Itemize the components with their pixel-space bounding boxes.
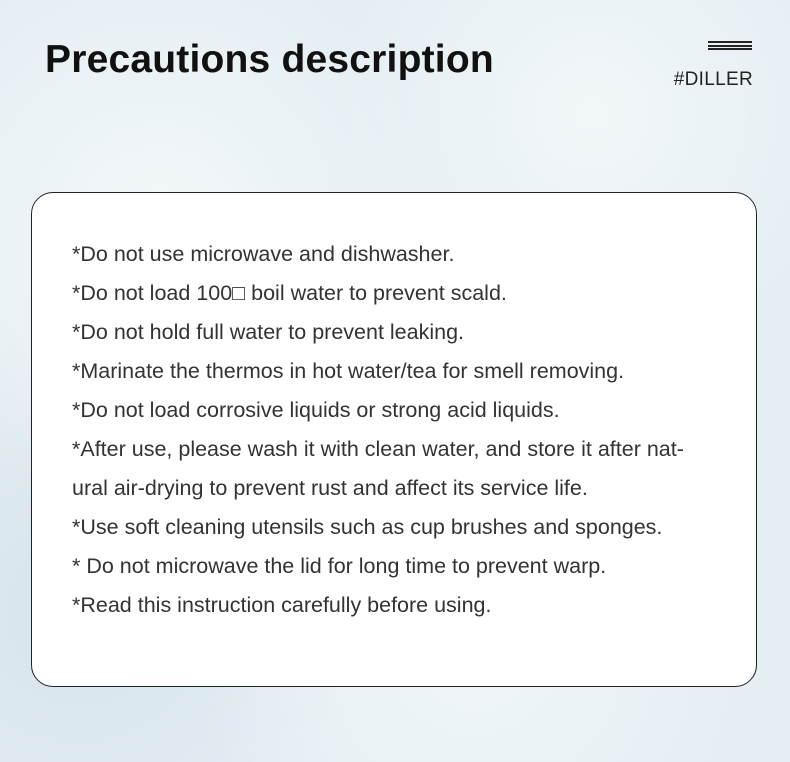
brand-label: #DILLER xyxy=(673,69,753,90)
precaution-item: *Read this instruction carefully before using. xyxy=(72,593,492,617)
precaution-item: *Do not hold full water to prevent leaking. xyxy=(72,320,465,344)
precaution-item: ural air-drying to prevent rust and affect its service life. xyxy=(72,476,588,500)
precautions-card xyxy=(31,192,757,687)
precaution-item: *Do not load 100□ boil water to prevent scald. xyxy=(72,281,507,305)
page-title: Precautions description xyxy=(45,38,494,81)
precaution-item: *Do not load corrosive liquids or strong acid liquids. xyxy=(72,398,560,422)
precaution-item: *Marinate the thermos in hot water/tea for smell removing. xyxy=(72,359,625,383)
precaution-item: *After use, please wash it with clean water, and store it after nat- xyxy=(72,437,684,461)
precaution-item: *Use soft cleaning utensils such as cup brushes and sponges. xyxy=(72,515,663,539)
precaution-item: * Do not microwave the lid for long time to prevent warp. xyxy=(72,554,607,578)
triple-line-icon xyxy=(708,41,752,53)
precaution-item: *Do not use microwave and dishwasher. xyxy=(72,242,455,266)
precautions-list xyxy=(72,235,752,625)
